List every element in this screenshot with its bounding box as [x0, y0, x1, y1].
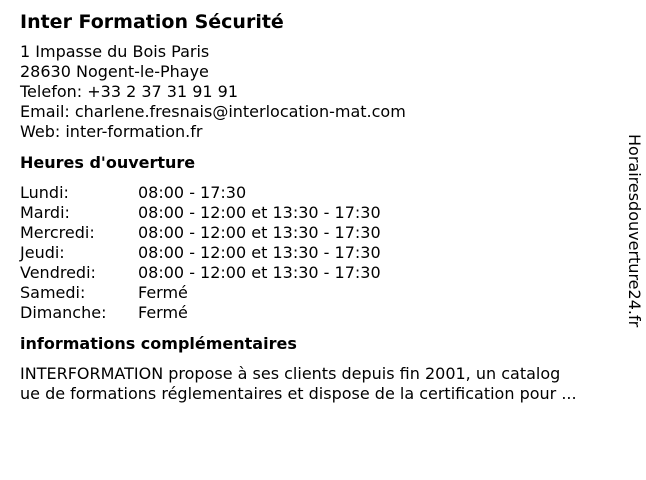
- day-label: Mercredi:: [20, 223, 95, 242]
- day-hours: 08:00 - 12:00 et 13:30 - 17:30: [138, 203, 381, 222]
- day-label: Dimanche:: [20, 303, 107, 322]
- hours-row-lundi: [20, 183, 610, 203]
- day-hours: Fermé: [138, 283, 188, 302]
- hours-row-jeudi: [20, 243, 610, 263]
- day-label: Vendredi:: [20, 263, 96, 282]
- hours-row-dimanche: [20, 303, 610, 323]
- day-label: Lundi:: [20, 183, 69, 202]
- day-hours: 08:00 - 12:00 et 13:30 - 17:30: [138, 223, 381, 242]
- day-hours: Fermé: [138, 303, 188, 322]
- day-label: Samedi:: [20, 283, 86, 302]
- hours-row-vendredi: [20, 263, 610, 283]
- business-name: Inter Formation Sécurité: [20, 11, 284, 33]
- hours-row-mercredi: [20, 223, 610, 243]
- info-heading: informations complémentaires: [20, 334, 297, 353]
- day-hours: 08:00 - 12:00 et 13:30 - 17:30: [138, 243, 381, 262]
- day-hours: 08:00 - 17:30: [138, 183, 247, 202]
- address-line-2: 28630 Nogent-le-Phaye: [20, 62, 209, 81]
- info-line-1: INTERFORMATION propose à ses clients depuis fin 2001, un catalog: [20, 364, 561, 383]
- email-text: Email: charlene.fresnais@interlocation-mat.com: [20, 102, 406, 121]
- hours-heading: Heures d'ouverture: [20, 153, 196, 172]
- hours-table: [20, 183, 610, 323]
- site-watermark: Horairesdouverture24.fr: [625, 134, 644, 328]
- info-description: [20, 364, 628, 404]
- day-hours: 08:00 - 12:00 et 13:30 - 17:30: [138, 263, 381, 282]
- day-label: Mardi:: [20, 203, 70, 222]
- address-line-1: 1 Impasse du Bois Paris: [20, 42, 210, 61]
- hours-row-mardi: [20, 203, 610, 223]
- business-card: [20, 10, 610, 404]
- hours-row-samedi: [20, 283, 610, 303]
- web-text: Web: inter-formation.fr: [20, 122, 203, 141]
- day-label: Jeudi:: [20, 243, 65, 262]
- phone-text: Telefon: +33 2 37 31 91 91: [20, 82, 239, 101]
- info-line-2: ue de formations réglementaires et dispose de la certification pour ...: [20, 384, 577, 403]
